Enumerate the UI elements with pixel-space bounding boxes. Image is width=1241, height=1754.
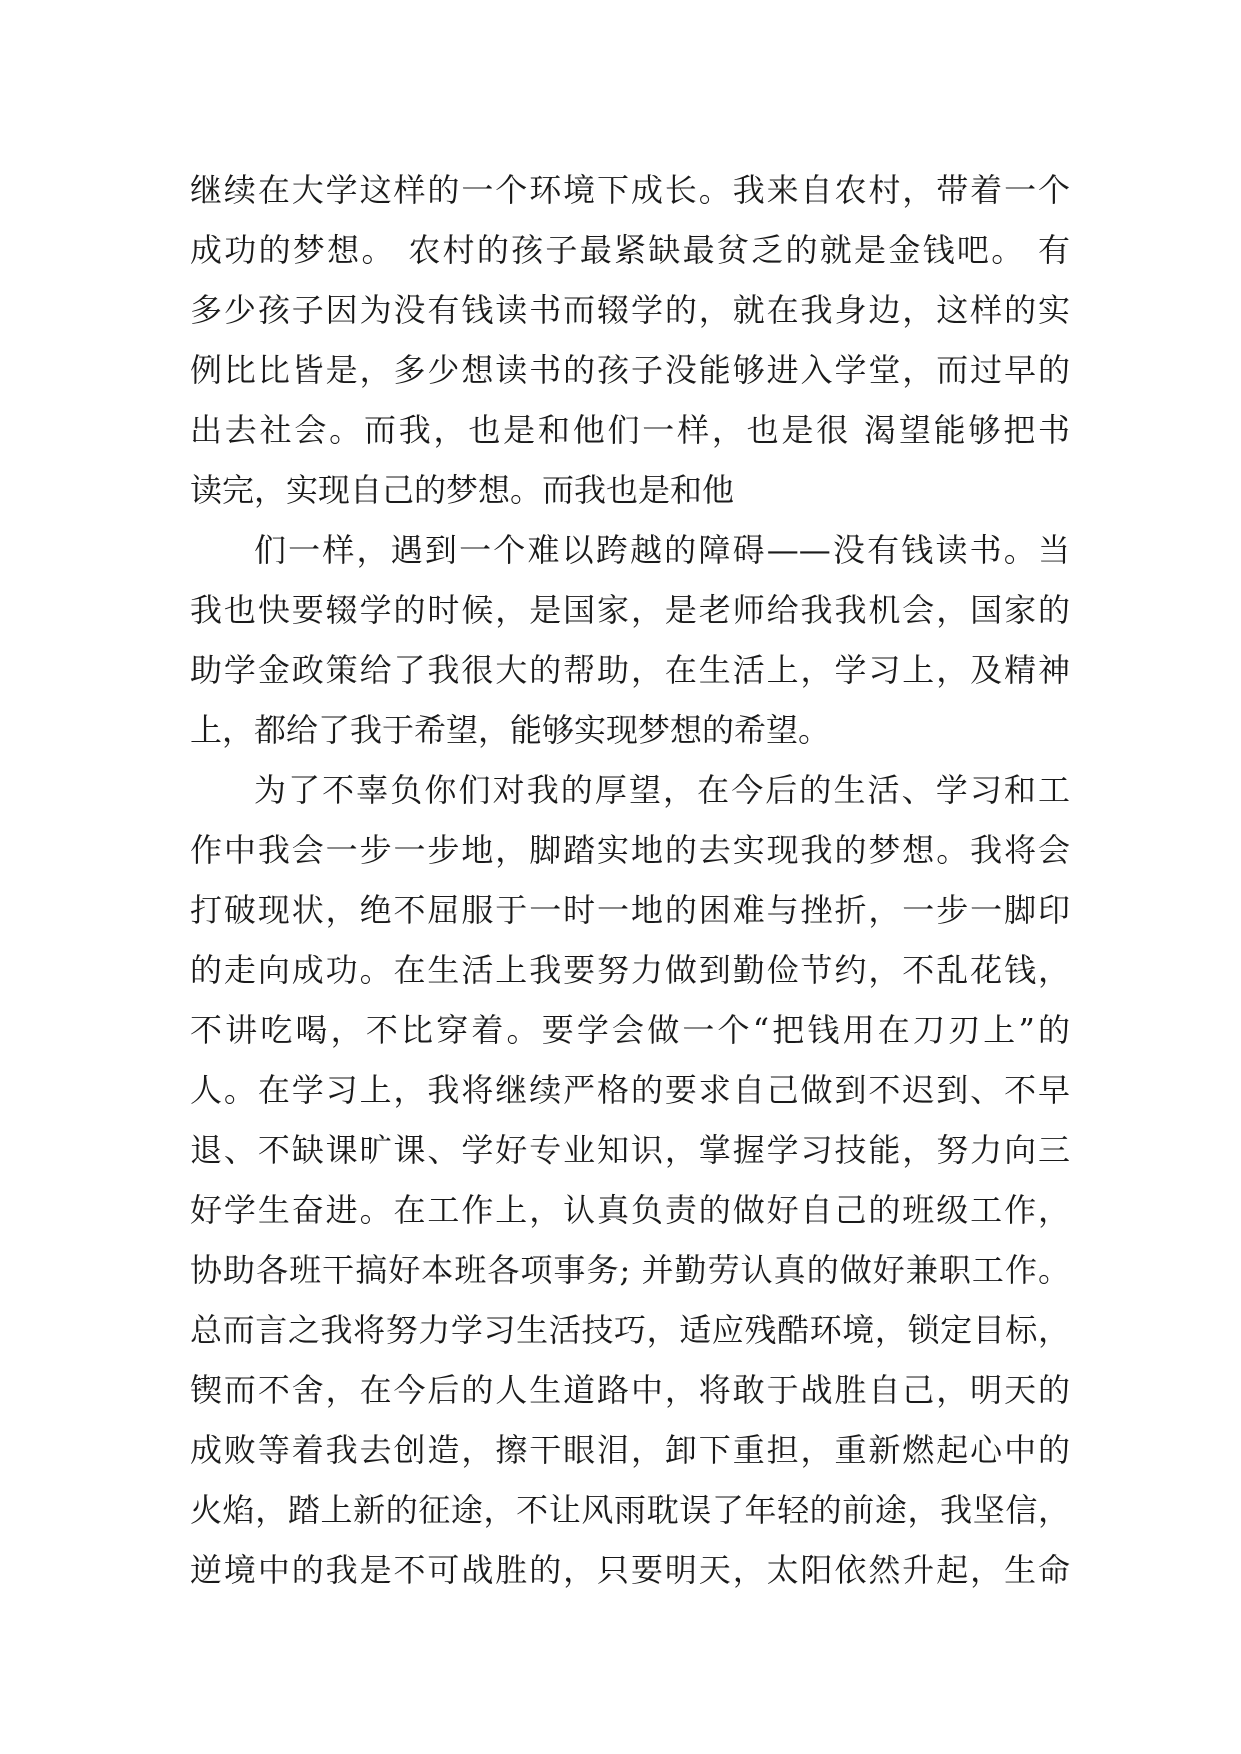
text-line: 火焰，踏上新的征途，不让风雨耽误了年轻的前途，我坚信， xyxy=(190,1491,1070,1529)
text-line: 读完，实现自己的梦想。而我也是和他 xyxy=(190,471,735,509)
text-line: 协助各班干搞好本班各项事务; 并勤劳认真的做好兼职工作。 xyxy=(190,1251,1070,1289)
paragraph xyxy=(190,160,1070,520)
text-line: 打破现状，绝不屈服于一时一地的困难与挫折，一步一脚印 xyxy=(190,891,1070,929)
text-line: 退、不缺课旷课、学好专业知识，掌握学习技能，努力向三 xyxy=(190,1131,1070,1169)
paragraph xyxy=(190,520,1070,760)
text-line: 成功的梦想。 农村的孩子最紧缺最贫乏的就是金钱吧。 有 xyxy=(190,231,1070,269)
text-line: 成败等着我去创造，擦干眼泪，卸下重担，重新燃起心中的 xyxy=(190,1431,1070,1469)
text-line: 人。在学习上，我将继续严格的要求自己做到不迟到、不早 xyxy=(190,1071,1070,1109)
text-line: 出去社会。而我，也是和他们一样，也是很 渴望能够把书 xyxy=(190,411,1070,449)
text-line: 总而言之我将努力学习生活技巧，适应残酷环境，锁定目标， xyxy=(190,1311,1070,1349)
text-line: 我也快要辍学的时候，是国家，是老师给我我机会，国家的 xyxy=(190,591,1070,629)
text-line: 锲而不舍，在今后的人生道路中，将敢于战胜自己，明天的 xyxy=(190,1371,1070,1409)
text-line: 好学生奋进。在工作上，认真负责的做好自己的班级工作， xyxy=(190,1191,1070,1229)
paragraph xyxy=(190,760,1070,1600)
text-line: 例比比皆是，多少想读书的孩子没能够进入学堂，而过早的 xyxy=(190,351,1070,389)
text-line: 的走向成功。在生活上我要努力做到勤俭节约，不乱花钱， xyxy=(190,951,1070,989)
text-line: 继续在大学这样的一个环境下成长。我来自农村，带着一个 xyxy=(190,171,1070,209)
text-line: 多少孩子因为没有钱读书而辍学的，就在我身边，这样的实 xyxy=(190,291,1070,329)
text-line: 上，都给了我于希望，能够实现梦想的希望。 xyxy=(190,711,831,749)
document-body xyxy=(190,160,1070,1600)
text-line: 们一样，遇到一个难以跨越的障碍——没有钱读书。当 xyxy=(254,531,1070,569)
text-line: 为了不辜负你们对我的厚望，在今后的生活、学习和工 xyxy=(254,771,1070,809)
text-line: 助学金政策给了我很大的帮助，在生活上，学习上，及精神 xyxy=(190,651,1070,689)
text-line: 不讲吃喝，不比穿着。要学会做一个“把钱用在刀刃上”的 xyxy=(190,1011,1070,1049)
text-line: 作中我会一步一步地，脚踏实地的去实现我的梦想。我将会 xyxy=(190,831,1070,869)
text-line: 逆境中的我是不可战胜的，只要明天，太阳依然升起，生命 xyxy=(190,1551,1070,1589)
